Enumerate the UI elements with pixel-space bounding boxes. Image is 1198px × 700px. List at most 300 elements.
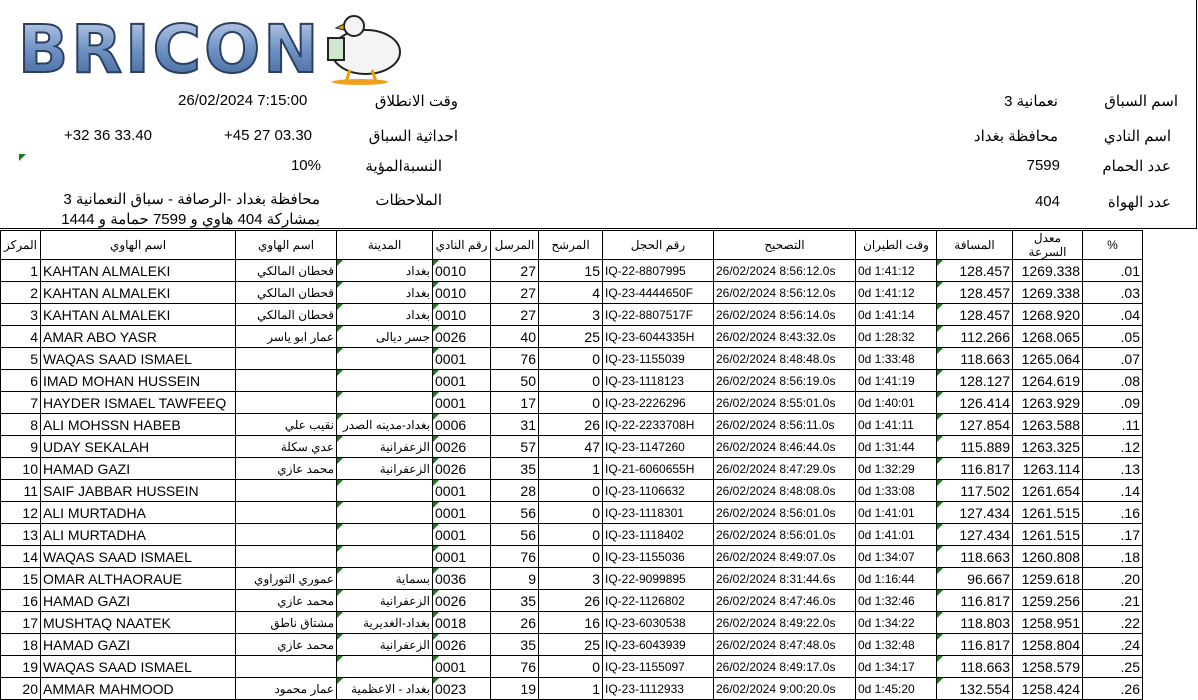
cell-nominated: 0 xyxy=(539,392,603,414)
cell-ring-no: IQ-23-1106632 xyxy=(603,480,714,502)
pigeon-count-value: 7599 xyxy=(1026,157,1060,174)
fanciers-count-value: 404 xyxy=(1034,193,1060,210)
cell-club-no: 0026 xyxy=(433,326,491,348)
cell-club-no: 0010 xyxy=(433,260,491,282)
cell-percent: .25 xyxy=(1083,656,1143,678)
cell-flight-time: 0d 1:45:20 xyxy=(856,678,937,700)
cell-arrival: 26/02/2024 8:47:46.0s xyxy=(714,590,856,612)
cell-sent: 28 xyxy=(491,480,539,502)
cell-arrival: 26/02/2024 8:56:01.0s xyxy=(714,524,856,546)
cell-nominated: 3 xyxy=(539,568,603,590)
cell-fancier-en: ALI MURTADHA xyxy=(41,502,236,524)
cell-ring-no: IQ-23-1118123 xyxy=(603,370,714,392)
cell-ring-no: IQ-23-1118402 xyxy=(603,524,714,546)
cell-nominated: 1 xyxy=(539,678,603,700)
logo-text: BRICON xyxy=(18,11,322,88)
cell-percent: .03 xyxy=(1083,282,1143,304)
table-row xyxy=(1,502,1143,524)
cell-speed: 1263.588 xyxy=(1013,414,1083,436)
cell-flight-time: 0d 1:34:07 xyxy=(856,546,937,568)
coord-lon-value: +32 36 33.40 xyxy=(64,127,153,144)
table-header-row xyxy=(1,231,1143,260)
cell-speed: 1268.065 xyxy=(1013,326,1083,348)
cell-rank: 6 xyxy=(1,370,41,392)
cell-ring-no: IQ-23-1118301 xyxy=(603,502,714,524)
percent-value: 10% xyxy=(290,157,321,174)
col-header-arrival: التصحيح xyxy=(714,231,856,260)
cell-arrival: 26/02/2024 8:56:11.0s xyxy=(714,414,856,436)
cell-arrival: 26/02/2024 8:48:48.0s xyxy=(714,348,856,370)
cell-city xyxy=(337,370,433,392)
cell-arrival: 26/02/2024 8:56:12.0s xyxy=(714,282,856,304)
cell-ring-no: IQ-23-6043939 xyxy=(603,634,714,656)
cell-flight-time: 0d 1:34:22 xyxy=(856,612,937,634)
col-header-club-no: رقم النادي xyxy=(433,231,491,260)
cell-flight-time: 0d 1:33:48 xyxy=(856,348,937,370)
cell-club-no: 0026 xyxy=(433,634,491,656)
cell-club-no: 0023 xyxy=(433,678,491,700)
cell-fancier-ar: قحطان المالكي xyxy=(236,260,337,282)
cell-rank: 10 xyxy=(1,458,41,480)
cell-speed: 1269.338 xyxy=(1013,260,1083,282)
cell-fancier-en: HAMAD GAZI xyxy=(41,634,236,656)
cell-marker-icon xyxy=(19,154,26,161)
cell-flight-time: 0d 1:41:19 xyxy=(856,370,937,392)
cell-arrival: 26/02/2024 8:43:32.0s xyxy=(714,326,856,348)
cell-club-no: 0026 xyxy=(433,436,491,458)
cell-distance: 127.854 xyxy=(937,414,1013,436)
col-header-distance: المسافة xyxy=(937,231,1013,260)
cell-distance: 116.817 xyxy=(937,590,1013,612)
table-row xyxy=(1,348,1143,370)
cell-sent: 17 xyxy=(491,392,539,414)
cell-flight-time: 0d 1:41:01 xyxy=(856,502,937,524)
cell-distance: 128.457 xyxy=(937,282,1013,304)
cell-ring-no: IQ-22-8807517F xyxy=(603,304,714,326)
start-time-label: وقت الانطلاق xyxy=(374,93,458,110)
cell-rank: 12 xyxy=(1,502,41,524)
cell-fancier-en: UDAY SEKALAH xyxy=(41,436,236,458)
cell-city xyxy=(337,656,433,678)
cell-percent: .24 xyxy=(1083,634,1143,656)
cell-nominated: 0 xyxy=(539,656,603,678)
cell-city: بغداد xyxy=(337,260,433,282)
cell-fancier-ar: مشتاق ناطق xyxy=(236,612,337,634)
cell-arrival: 26/02/2024 9:00:20.0s xyxy=(714,678,856,700)
cell-sent: 27 xyxy=(491,260,539,282)
coord-lat-value: +45 27 03.30 xyxy=(224,127,313,144)
cell-arrival: 26/02/2024 8:49:22.0s xyxy=(714,612,856,634)
cell-rank: 19 xyxy=(1,656,41,678)
col-header-nominated: المرشح xyxy=(539,231,603,260)
cell-ring-no: IQ-23-6044335H xyxy=(603,326,714,348)
cell-speed: 1258.951 xyxy=(1013,612,1083,634)
cell-club-no: 0001 xyxy=(433,370,491,392)
col-header-percent: % xyxy=(1083,231,1143,260)
cell-distance: 132.554 xyxy=(937,678,1013,700)
cell-percent: .07 xyxy=(1083,348,1143,370)
cell-arrival: 26/02/2024 8:56:12.0s xyxy=(714,260,856,282)
cell-speed: 1261.515 xyxy=(1013,502,1083,524)
cell-ring-no: IQ-22-1126802 xyxy=(603,590,714,612)
table-row xyxy=(1,656,1143,678)
cell-fancier-ar: عموري الثوراوي xyxy=(236,568,337,590)
col-header-city: المدينة xyxy=(337,231,433,260)
cell-ring-no: IQ-23-4444650F xyxy=(603,282,714,304)
cell-city: بغداد xyxy=(337,282,433,304)
cell-rank: 1 xyxy=(1,260,41,282)
cell-club-no: 0010 xyxy=(433,282,491,304)
cell-speed: 1258.579 xyxy=(1013,656,1083,678)
cell-club-no: 0001 xyxy=(433,656,491,678)
cell-sent: 76 xyxy=(491,348,539,370)
cell-nominated: 3 xyxy=(539,304,603,326)
cell-speed: 1269.338 xyxy=(1013,282,1083,304)
cell-distance: 96.667 xyxy=(937,568,1013,590)
cell-distance: 128.127 xyxy=(937,370,1013,392)
cell-sent: 50 xyxy=(491,370,539,392)
cell-flight-time: 0d 1:41:01 xyxy=(856,524,937,546)
col-header-flight-time: وقت الطيران xyxy=(856,231,937,260)
cell-percent: .16 xyxy=(1083,502,1143,524)
cell-flight-time: 0d 1:31:44 xyxy=(856,436,937,458)
cell-club-no: 0001 xyxy=(433,524,491,546)
table-row xyxy=(1,612,1143,634)
coords-label: احداثية السباق xyxy=(368,128,458,145)
cell-distance: 118.663 xyxy=(937,348,1013,370)
cell-fancier-ar: محمد عازي xyxy=(236,458,337,480)
cell-fancier-ar: محمد عازي xyxy=(236,634,337,656)
pigeon-count-label: عدد الحمام xyxy=(1102,158,1171,175)
cell-arrival: 26/02/2024 8:56:14.0s xyxy=(714,304,856,326)
cell-rank: 13 xyxy=(1,524,41,546)
cell-percent: .13 xyxy=(1083,458,1143,480)
cell-fancier-en: SAIF JABBAR HUSSEIN xyxy=(41,480,236,502)
cell-sent: 35 xyxy=(491,590,539,612)
club-name-label: اسم النادي xyxy=(1103,128,1171,145)
cell-flight-time: 0d 1:16:44 xyxy=(856,568,937,590)
cell-fancier-en: ALI MOHSSN HABEB xyxy=(41,414,236,436)
cell-ring-no: IQ-23-6030538 xyxy=(603,612,714,634)
col-header-speed: معدل السرعة xyxy=(1013,231,1083,260)
cell-speed: 1258.424 xyxy=(1013,678,1083,700)
cell-sent: 19 xyxy=(491,678,539,700)
cell-flight-time: 0d 1:32:29 xyxy=(856,458,937,480)
cell-city xyxy=(337,502,433,524)
cell-fancier-en: OMAR ALTHAORAUE xyxy=(41,568,236,590)
cell-fancier-en: MUSHTAQ NAATEK xyxy=(41,612,236,634)
cell-fancier-en: HAYDER ISMAEL TAWFEEQ xyxy=(41,392,236,414)
cell-city xyxy=(337,546,433,568)
cell-distance: 117.502 xyxy=(937,480,1013,502)
cell-fancier-ar xyxy=(236,524,337,546)
start-time-value: 26/02/2024 7:15:00 xyxy=(178,92,308,109)
table-row xyxy=(1,436,1143,458)
cell-city: الزعفرانية xyxy=(337,436,433,458)
cell-city xyxy=(337,392,433,414)
cell-fancier-en: ALI MURTADHA xyxy=(41,524,236,546)
cell-fancier-en: AMAR ABO YASR xyxy=(41,326,236,348)
cell-nominated: 0 xyxy=(539,546,603,568)
cell-rank: 11 xyxy=(1,480,41,502)
cell-ring-no: IQ-23-1155097 xyxy=(603,656,714,678)
cell-speed: 1263.114 xyxy=(1013,458,1083,480)
cell-speed: 1263.929 xyxy=(1013,392,1083,414)
cell-flight-time: 0d 1:32:48 xyxy=(856,634,937,656)
cell-city: بغداد-مدينه الصدر xyxy=(337,414,433,436)
table-row xyxy=(1,326,1143,348)
cell-distance: 118.663 xyxy=(937,656,1013,678)
cell-percent: .26 xyxy=(1083,678,1143,700)
cell-city xyxy=(337,348,433,370)
cell-city: بغداد - الاعظمية xyxy=(337,678,433,700)
cell-fancier-en: KAHTAN ALMALEKI xyxy=(41,282,236,304)
fanciers-count-label: عدد الهواة xyxy=(1107,194,1171,211)
cell-fancier-ar xyxy=(236,392,337,414)
cell-fancier-ar: نقيب علي xyxy=(236,414,337,436)
cell-distance: 127.434 xyxy=(937,502,1013,524)
cell-club-no: 0001 xyxy=(433,480,491,502)
col-header-ring-no: رقم الحجل xyxy=(603,231,714,260)
cell-ring-no: IQ-23-1155039 xyxy=(603,348,714,370)
cell-sent: 56 xyxy=(491,502,539,524)
cell-speed: 1258.804 xyxy=(1013,634,1083,656)
cell-rank: 4 xyxy=(1,326,41,348)
cell-percent: .05 xyxy=(1083,326,1143,348)
cell-ring-no: IQ-21-6060655H xyxy=(603,458,714,480)
table-row xyxy=(1,480,1143,502)
cell-distance: 112.266 xyxy=(937,326,1013,348)
cell-sent: 35 xyxy=(491,458,539,480)
cell-arrival: 26/02/2024 8:55:01.0s xyxy=(714,392,856,414)
cell-percent: .09 xyxy=(1083,392,1143,414)
notes-value: محافظة بغداد -الرصافة - سباق النعمانية 3 بمشاركة 404 هاوي و 7599 حمامة و 1444 xyxy=(61,191,320,228)
cell-nominated: 26 xyxy=(539,590,603,612)
cell-city: جسر ديالى xyxy=(337,326,433,348)
cell-arrival: 26/02/2024 8:56:19.0s xyxy=(714,370,856,392)
cell-city: الزعفرانية xyxy=(337,458,433,480)
cell-arrival: 26/02/2024 8:49:07.0s xyxy=(714,546,856,568)
cell-city xyxy=(337,524,433,546)
col-header-fancier-en: اسم الهاوي xyxy=(41,231,236,260)
cell-speed: 1259.256 xyxy=(1013,590,1083,612)
bricon-logo xyxy=(14,8,414,88)
cell-sent: 76 xyxy=(491,656,539,678)
cell-arrival: 26/02/2024 8:47:29.0s xyxy=(714,458,856,480)
cell-fancier-en: HAMAD GAZI xyxy=(41,458,236,480)
cell-speed: 1264.619 xyxy=(1013,370,1083,392)
cell-distance: 116.817 xyxy=(937,458,1013,480)
table-row xyxy=(1,590,1143,612)
cell-rank: 7 xyxy=(1,392,41,414)
table-row xyxy=(1,524,1143,546)
cell-ring-no: IQ-22-8807995 xyxy=(603,260,714,282)
cell-nominated: 1 xyxy=(539,458,603,480)
cell-rank: 9 xyxy=(1,436,41,458)
cell-flight-time: 0d 1:41:11 xyxy=(856,414,937,436)
cell-arrival: 26/02/2024 8:48:08.0s xyxy=(714,480,856,502)
cell-arrival: 26/02/2024 8:47:48.0s xyxy=(714,634,856,656)
club-name-value: محافظة بغداد xyxy=(973,128,1058,145)
cell-fancier-ar xyxy=(236,480,337,502)
cell-ring-no: IQ-23-1147260 xyxy=(603,436,714,458)
cell-nominated: 15 xyxy=(539,260,603,282)
cell-nominated: 0 xyxy=(539,480,603,502)
cell-fancier-en: WAQAS SAAD ISMAEL xyxy=(41,656,236,678)
cell-percent: .08 xyxy=(1083,370,1143,392)
cell-percent: .04 xyxy=(1083,304,1143,326)
cell-speed: 1261.515 xyxy=(1013,524,1083,546)
cell-club-no: 0026 xyxy=(433,458,491,480)
cell-fancier-en: KAHTAN ALMALEKI xyxy=(41,260,236,282)
cell-nominated: 16 xyxy=(539,612,603,634)
cell-distance: 118.803 xyxy=(937,612,1013,634)
cell-flight-time: 0d 1:34:17 xyxy=(856,656,937,678)
cell-flight-time: 0d 1:28:32 xyxy=(856,326,937,348)
cell-ring-no: IQ-22-2233708H xyxy=(603,414,714,436)
cell-percent: .20 xyxy=(1083,568,1143,590)
cell-distance: 115.889 xyxy=(937,436,1013,458)
cell-club-no: 0010 xyxy=(433,304,491,326)
cell-percent: .22 xyxy=(1083,612,1143,634)
cell-club-no: 0018 xyxy=(433,612,491,634)
table-row xyxy=(1,568,1143,590)
cell-distance: 116.817 xyxy=(937,634,1013,656)
cell-flight-time: 0d 1:41:14 xyxy=(856,304,937,326)
cell-arrival: 26/02/2024 8:56:01.0s xyxy=(714,502,856,524)
cell-fancier-ar: عمار ابو ياسر xyxy=(236,326,337,348)
cell-flight-time: 0d 1:40:01 xyxy=(856,392,937,414)
cell-nominated: 0 xyxy=(539,502,603,524)
bird-mascot-icon xyxy=(328,16,400,85)
cell-fancier-ar: عمار محمود xyxy=(236,678,337,700)
cell-club-no: 0001 xyxy=(433,392,491,414)
cell-arrival: 26/02/2024 8:31:44.6s xyxy=(714,568,856,590)
cell-speed: 1263.325 xyxy=(1013,436,1083,458)
notes-label: الملاحظات xyxy=(375,192,442,209)
cell-fancier-ar: قحطان المالكي xyxy=(236,282,337,304)
cell-fancier-ar xyxy=(236,370,337,392)
cell-ring-no: IQ-23-1112933 xyxy=(603,678,714,700)
cell-nominated: 0 xyxy=(539,348,603,370)
cell-fancier-en: KAHTAN ALMALEKI xyxy=(41,304,236,326)
cell-fancier-ar xyxy=(236,656,337,678)
cell-percent: .21 xyxy=(1083,590,1143,612)
cell-sent: 9 xyxy=(491,568,539,590)
cell-ring-no: IQ-23-1155036 xyxy=(603,546,714,568)
cell-distance: 126.414 xyxy=(937,392,1013,414)
cell-fancier-en: WAQAS SAAD ISMAEL xyxy=(41,348,236,370)
cell-flight-time: 0d 1:33:08 xyxy=(856,480,937,502)
cell-rank: 5 xyxy=(1,348,41,370)
table-row xyxy=(1,634,1143,656)
cell-arrival: 26/02/2024 8:46:44.0s xyxy=(714,436,856,458)
cell-city: بسماية xyxy=(337,568,433,590)
cell-percent: .17 xyxy=(1083,524,1143,546)
table-row xyxy=(1,260,1143,282)
cell-fancier-en: IMAD MOHAN HUSSEIN xyxy=(41,370,236,392)
cell-fancier-ar xyxy=(236,348,337,370)
cell-sent: 76 xyxy=(491,546,539,568)
cell-city xyxy=(337,480,433,502)
cell-speed: 1268.920 xyxy=(1013,304,1083,326)
cell-speed: 1259.618 xyxy=(1013,568,1083,590)
cell-speed: 1265.064 xyxy=(1013,348,1083,370)
table-row xyxy=(1,304,1143,326)
cell-percent: .18 xyxy=(1083,546,1143,568)
race-name-value: نعمانية 3 xyxy=(1004,93,1058,110)
cell-percent: .14 xyxy=(1083,480,1143,502)
cell-fancier-ar: محمد عازي xyxy=(236,590,337,612)
table-row xyxy=(1,392,1143,414)
cell-rank: 8 xyxy=(1,414,41,436)
percent-label: النسبةالمؤية xyxy=(365,158,442,175)
cell-flight-time: 0d 1:32:46 xyxy=(856,590,937,612)
cell-club-no: 0001 xyxy=(433,502,491,524)
cell-speed: 1261.654 xyxy=(1013,480,1083,502)
table-row xyxy=(1,282,1143,304)
cell-rank: 15 xyxy=(1,568,41,590)
cell-nominated: 25 xyxy=(539,634,603,656)
col-header-rank: المركز xyxy=(1,231,41,260)
cell-sent: 40 xyxy=(491,326,539,348)
cell-sent: 56 xyxy=(491,524,539,546)
cell-flight-time: 0d 1:41:12 xyxy=(856,282,937,304)
col-header-fancier-ar: اسم الهاوي xyxy=(236,231,337,260)
cell-sent: 27 xyxy=(491,304,539,326)
cell-city: بغداد xyxy=(337,304,433,326)
cell-sent: 27 xyxy=(491,282,539,304)
cell-rank: 17 xyxy=(1,612,41,634)
cell-club-no: 0036 xyxy=(433,568,491,590)
cell-percent: .12 xyxy=(1083,436,1143,458)
cell-city: الزعفرانية xyxy=(337,590,433,612)
cell-nominated: 47 xyxy=(539,436,603,458)
cell-speed: 1260.808 xyxy=(1013,546,1083,568)
cell-sent: 57 xyxy=(491,436,539,458)
cell-nominated: 0 xyxy=(539,370,603,392)
cell-club-no: 0026 xyxy=(433,590,491,612)
cell-distance: 127.434 xyxy=(937,524,1013,546)
cell-sent: 35 xyxy=(491,634,539,656)
table-row xyxy=(1,678,1143,700)
cell-club-no: 0001 xyxy=(433,546,491,568)
cell-percent: .11 xyxy=(1083,414,1143,436)
cell-fancier-ar xyxy=(236,502,337,524)
cell-arrival: 26/02/2024 8:49:17.0s xyxy=(714,656,856,678)
cell-nominated: 25 xyxy=(539,326,603,348)
cell-percent: .01 xyxy=(1083,260,1143,282)
table-row xyxy=(1,414,1143,436)
cell-fancier-en: WAQAS SAAD ISMAEL xyxy=(41,546,236,568)
cell-rank: 2 xyxy=(1,282,41,304)
race-name-label: اسم السباق xyxy=(1104,93,1178,110)
cell-nominated: 26 xyxy=(539,414,603,436)
cell-distance: 118.663 xyxy=(937,546,1013,568)
cell-rank: 18 xyxy=(1,634,41,656)
cell-rank: 3 xyxy=(1,304,41,326)
cell-distance: 128.457 xyxy=(937,304,1013,326)
cell-nominated: 0 xyxy=(539,524,603,546)
cell-nominated: 4 xyxy=(539,282,603,304)
cell-rank: 20 xyxy=(1,678,41,700)
table-row xyxy=(1,546,1143,568)
table-row xyxy=(1,458,1143,480)
cell-city: بغداد-الغديرية xyxy=(337,612,433,634)
cell-fancier-en: AMMAR MAHMOOD xyxy=(41,678,236,700)
cell-flight-time: 0d 1:41:12 xyxy=(856,260,937,282)
col-header-sent: المرسل xyxy=(491,231,539,260)
